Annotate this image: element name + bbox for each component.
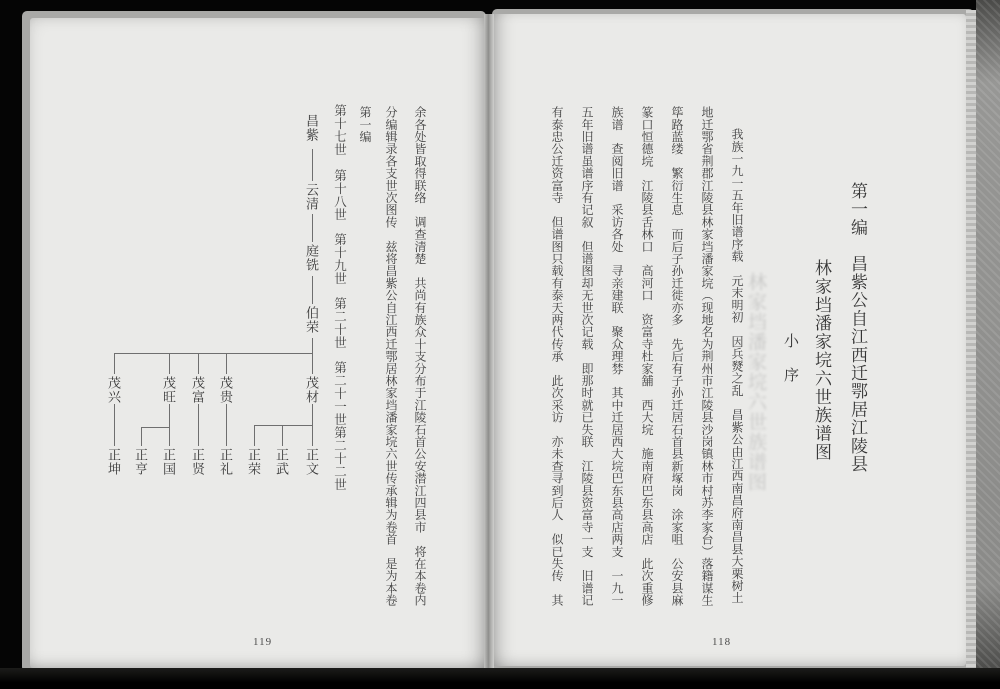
tree-node-gen17: 昌紫 [304,114,319,142]
book-cover-edge [976,0,1000,689]
text-column: 五年旧谱虽谱序有记叙 但谱图却无世次记载 即那时就已失联 江陵县资富寺一支 旧谱记 [580,106,594,607]
tree-node-gen21: 茂旺 [161,376,176,404]
tree-node-gen21: 茂贵 [218,376,233,404]
generation-label-17: 第十七世 [332,104,347,156]
tree-line [169,353,170,374]
generation-label-22: 第二十二世 [332,426,347,491]
tree-node-gen21: 茂富 [190,376,205,404]
page-number-right: 118 [712,636,732,648]
text-column: 篆口恒德垸 江陵县舌林口 高河口 资富寺杜家舖 西大垸 施南府巴东县高店 此次重修 [640,106,654,607]
tree-line [312,214,313,242]
tree-node-gen22: 正荣 [246,448,261,476]
tree-node-gen22: 正文 [304,448,319,476]
tree-line [169,404,170,427]
tree-line [198,353,199,374]
text-column: 分编辑录各支世次图传 兹将昌紫公自江西迁鄂居林家垱潘家垸六世传承辑为卷首 是为本卷 [384,106,398,607]
text-column: 筚路蓝缕 繁衍生息 而后子孙迁徙亦多 先后有子孙迁居石首县新塚岗 涂家咀 公安县麻 [670,106,684,607]
tree-node-gen22: 正礼 [218,448,233,476]
tree-line [226,404,227,446]
tree-line [141,427,170,428]
tree-line [198,404,199,446]
tree-node-gen22: 正坤 [106,448,121,476]
tree-node-gen18: 云清 [304,183,319,211]
tree-line [114,353,313,354]
generation-label-18: 第十八世 [332,169,347,221]
tree-line [282,425,283,446]
text-column: 地迁鄂省荆郡江陵县林家垱潘家垸（现地名为荆州市江陵县沙岗镇林市村苏李家台）落籍谋生 [700,106,714,607]
generation-label-21: 第二十一世 [332,361,347,426]
fore-edge-pages [966,10,976,670]
tree-line [312,404,313,425]
chapter-subtitle: 林家垱潘家垸六世族谱图 [812,259,831,462]
tree-node-gen22: 正亨 [133,448,148,476]
tree-node-gen22: 正国 [161,448,176,476]
text-column: 我族一九一五年旧谱序载 元末明初 因兵燹之乱 昌紫公由江西南昌府南昌县大栗树土 [730,128,744,604]
section-heading: 小 序 [782,333,798,384]
tree-node-gen21: 茂兴 [106,376,121,404]
text-column: 第一编 [358,106,372,143]
tree-line [114,353,115,374]
tree-line [226,353,227,374]
tree-node-gen20: 伯荣 [304,306,319,334]
tree-node-gen19: 庭铣 [304,244,319,272]
chapter-title: 第一编 昌紫公自江西迁鄂居江陵县 [848,182,867,474]
tree-line [141,427,142,446]
tree-line [312,149,313,181]
tree-node-gen22: 正武 [274,448,289,476]
text-column: 族谱 查阅旧谱 采访各处 寻亲建联 聚众理棼 其中迁居西大垸巴东县高店两支 一九一 [610,106,624,607]
tree-node-gen22: 正贤 [190,448,205,476]
page-number-left: 119 [253,636,273,648]
tree-line [312,353,313,374]
tree-line [312,276,313,304]
tree-line [114,404,115,446]
bottom-shadow [0,668,1000,689]
generation-label-20: 第二十世 [332,297,347,349]
show-through-ghost-text: 林家垱潘家垸六世族谱图 [745,272,766,492]
tree-line [312,338,313,353]
text-column: 余各处皆取得联络 调查清楚 共尚有族众十支分布于江陵石首公安潜江四县市 将在本卷内 [413,106,427,607]
tree-line [254,425,255,446]
tree-line [312,425,313,446]
tree-line [254,425,313,426]
book-gutter [484,14,494,668]
text-column: 有泰忠公迁资富寺 但谱图只载有泰天两代传承 此次采访 亦未查寻到后人 似已失传 其 [550,106,564,607]
tree-line [169,427,170,446]
tree-node-gen21: 茂材 [304,376,319,404]
generation-label-19: 第十九世 [332,233,347,285]
